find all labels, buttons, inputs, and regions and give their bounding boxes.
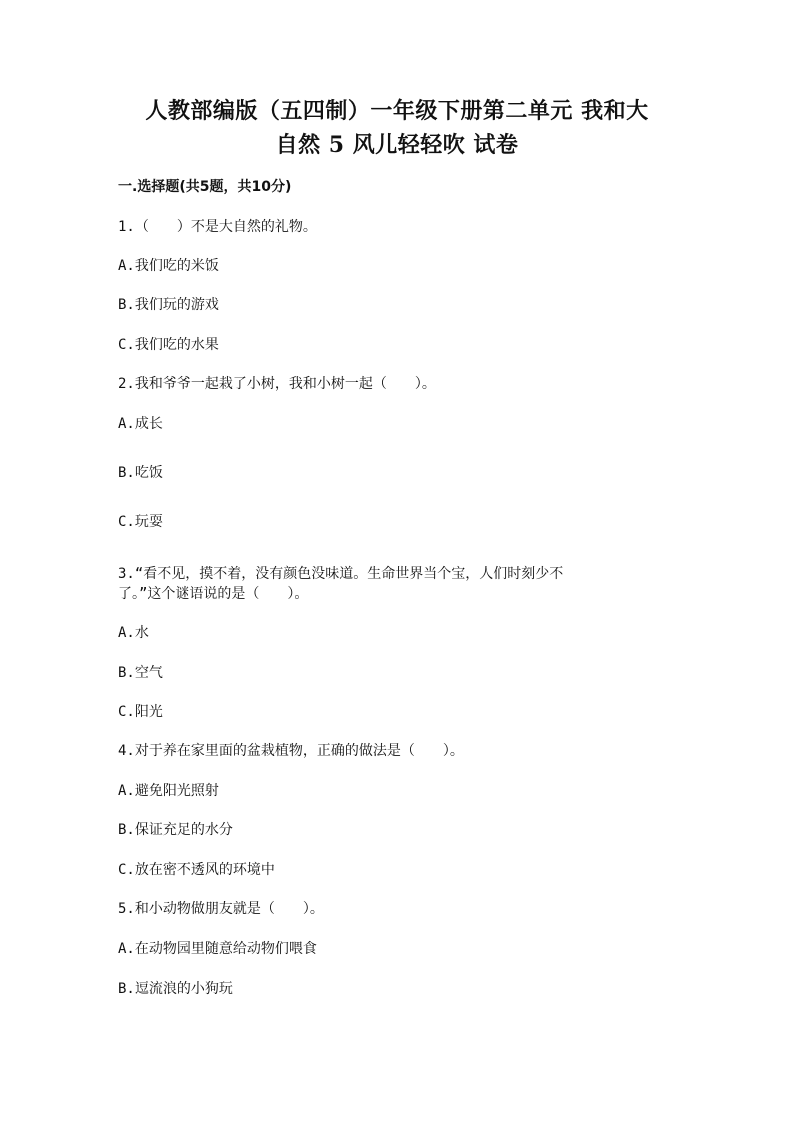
question-3-option-a: A.水: [118, 625, 149, 641]
exam-title-line-2: 自然 5 风儿轻轻吹 试卷: [275, 132, 519, 158]
question-4-option-c: C.放在密不透风的环境中: [118, 862, 275, 878]
question-2-option-c: C.玩耍: [118, 514, 163, 530]
question-4-stem: 4.对于养在家里面的盆栽植物，正确的做法是（ ）。: [118, 743, 464, 759]
section-heading: 一.选择题(共5题，共10分): [118, 179, 292, 195]
question-2-option-a: A.成长: [118, 416, 163, 432]
question-1-stem: 1.（ ）不是大自然的礼物。: [118, 219, 317, 235]
question-1-option-c: C.我们吃的水果: [118, 337, 219, 353]
question-2-stem: 2.我和爷爷一起栽了小树，我和小树一起（ ）。: [118, 376, 436, 392]
question-3-option-c: C.阳光: [118, 704, 163, 720]
question-5-option-a: A.在动物园里随意给动物们喂食: [118, 941, 317, 957]
question-5-option-b: B.逗流浪的小狗玩: [118, 981, 233, 997]
exam-title-line-1: 人教部编版（五四制）一年级下册第二单元 我和大: [145, 98, 649, 124]
question-1-option-a: A.我们吃的米饭: [118, 258, 219, 274]
question-5-stem: 5.和小动物做朋友就是（ ）。: [118, 901, 324, 917]
question-3-stem-line-2: 了。”这个谜语说的是（ ）。: [118, 586, 309, 602]
question-4-option-a: A.避免阳光照射: [118, 783, 219, 799]
question-1-option-b: B.我们玩的游戏: [118, 297, 219, 313]
question-4-option-b: B.保证充足的水分: [118, 822, 233, 838]
question-3-stem-line-1: 3.“看不见，摸不着，没有颜色没味道。生命世界当个宝，人们时刻少不: [118, 566, 564, 582]
question-3-option-b: B.空气: [118, 665, 163, 681]
question-2-option-b: B.吃饭: [118, 465, 163, 481]
